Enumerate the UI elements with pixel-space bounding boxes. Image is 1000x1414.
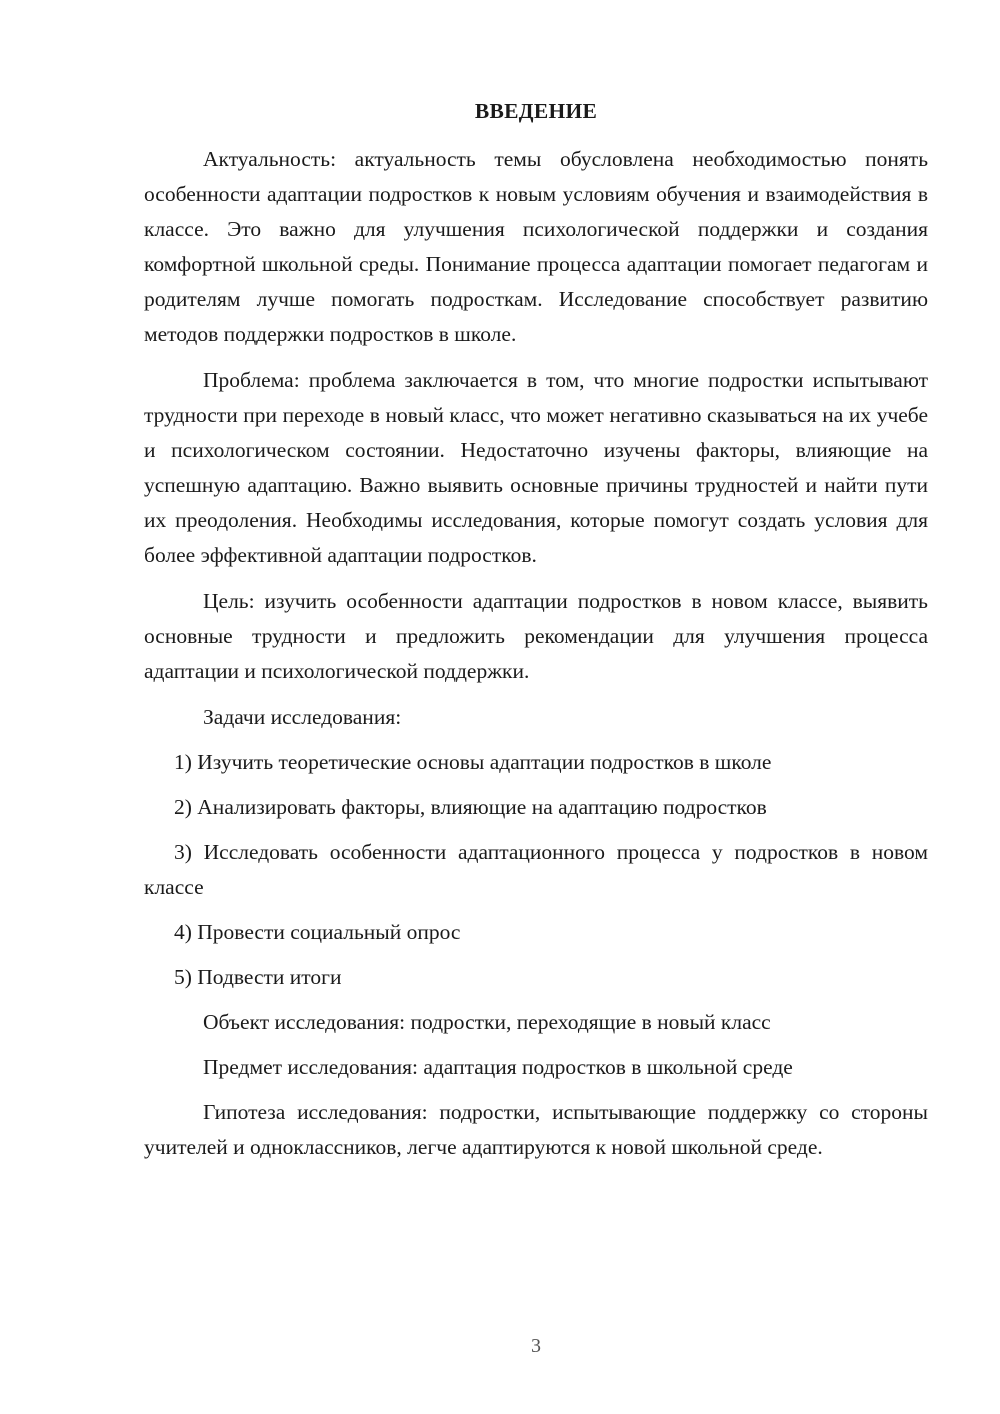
tasks-title: Задачи исследования: xyxy=(203,705,402,729)
task-item-3: 3) Исследовать особенности адаптационного процесса у подростков в новом классе xyxy=(144,840,928,899)
task-item-1: 1) Изучить теоретические основы адаптации подростков в школе xyxy=(174,750,772,774)
task-item-2: 2) Анализировать факторы, влияющие на адаптацию подростков xyxy=(174,795,767,819)
task-item-4: 4) Провести социальный опрос xyxy=(174,920,461,944)
page-number: 3 xyxy=(531,1335,541,1357)
document-body xyxy=(144,142,928,1165)
paragraph-object: Объект исследования: подростки, переходящие в новый класс xyxy=(203,1010,771,1034)
paragraph-problem: Проблема: проблема заключается в том, что многие подростки испытывают трудности при переходе в новый класс, что может негативно сказываться на их учебе и психологическом состоянии. Недостаточно изучены факторы, влияющие на успешную адаптацию. Важно выявить основные причины трудностей и найти пути их преодоления. Необходимы исследования, которые помогут создать условия для более эффективной адаптации подростков. xyxy=(144,368,928,567)
page-title: ВВЕДЕНИЕ xyxy=(474,99,598,123)
paragraph-goal: Цель: изучить особенности адаптации подростков в новом классе, выявить основные трудности и предложить рекомендации для улучшения процесса адаптации и психологической поддержки. xyxy=(144,589,928,683)
paragraph-subject: Предмет исследования: адаптация подростков в школьной среде xyxy=(203,1055,793,1079)
paragraph-relevance: Актуальность: актуальность темы обусловлена необходимостью понять особенности адаптации подростков к новым условиям обучения и взаимодействия в классе. Это важно для улучшения психологической поддержки и создания комфортной школьной среды. Понимание процесса адаптации помогает педагогам и родителям лучше помогать подросткам. Исследование способствует развитию методов поддержки подростков в школе. xyxy=(144,147,928,346)
task-item-5: 5) Подвести итоги xyxy=(174,965,342,989)
paragraph-hypothesis: Гипотеза исследования: подростки, испытывающие поддержку со стороны учителей и одноклассников, легче адаптируются к новой школьной среде. xyxy=(144,1100,928,1159)
